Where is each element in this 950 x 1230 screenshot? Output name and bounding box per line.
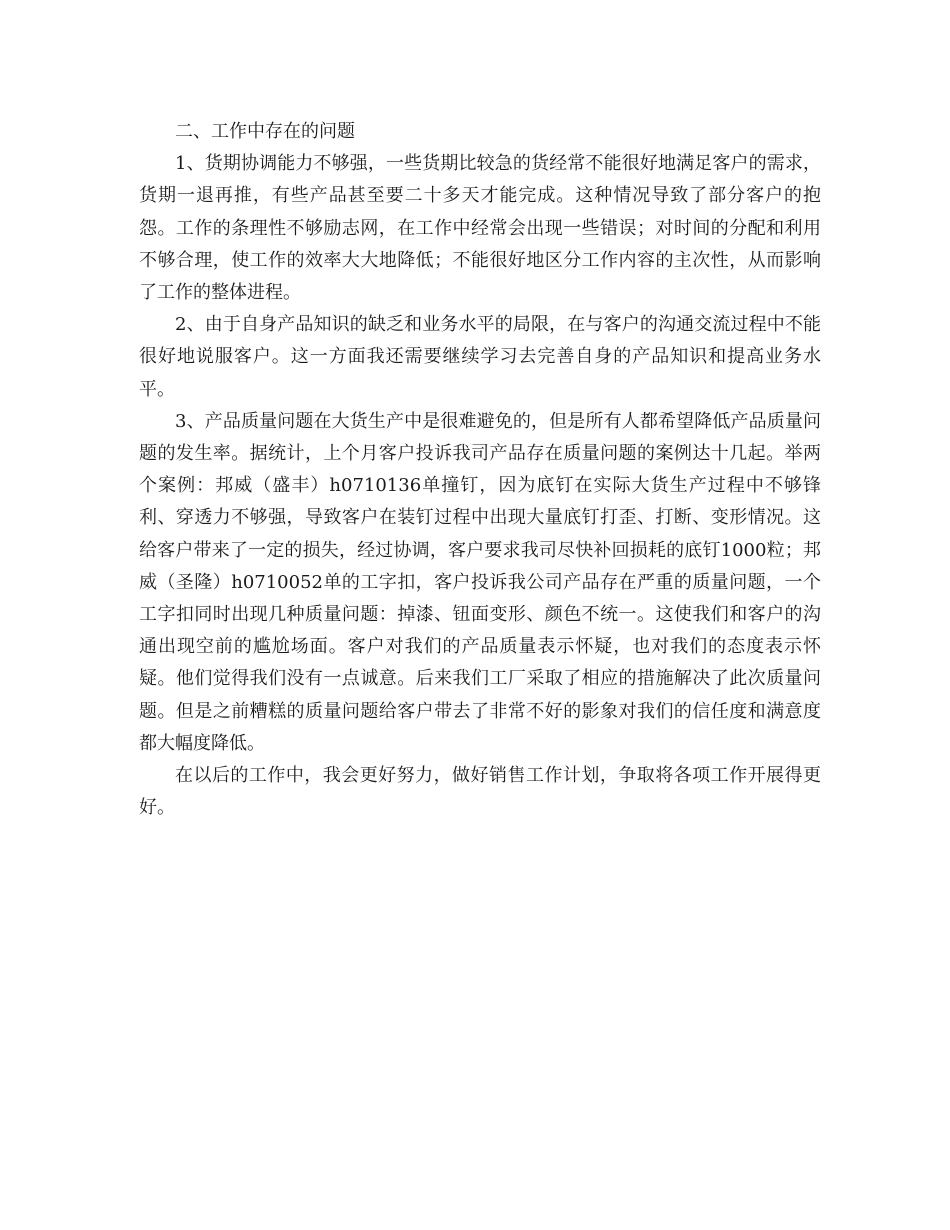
paragraph-conclusion: 在以后的工作中，我会更好努力，做好销售工作计划，争取将各项工作开展得更好。 [139,765,821,819]
document-page [139,116,821,824]
section-heading: 二、工作中存在的问题 [175,121,355,142]
paragraph-product-knowledge: 2、由于自身产品知识的缺乏和业务水平的局限，在与客户的沟通交流过程中不能很好地说服客户。这一方面我还需要继续学习去完善自身的产品知识和提高业务水平。 [139,314,821,400]
paragraph-delivery-coordination: 1、货期协调能力不够强，一些货期比较急的货经常不能很好地满足客户的需求，货期一退再推，有些产品甚至要二十多天才能完成。这种情况导致了部分客户的抱怨。工作的条理性不够励志网，在工作中经常会出现一些错误；对时间的分配和利用不够合理，使工作的效率大大地降低；不能很好地区分工作内容的主次性，从而影响了工作的整体进程。 [139,153,821,304]
paragraph-quality-issues: 3、产品质量问题在大货生产中是很难避免的，但是所有人都希望降低产品质量问题的发生率。据统计，上个月客户投诉我司产品存在质量问题的案例达十几起。举两个案例：邦威（盛丰）h0710136单撞钉，因为底钉在实际大货生产过程中不够锋利、穿透力不够强，导致客户在装钉过程中出现大量底钉打歪、打断、变形情况。这给客户带来了一定的损失，经过协调，客户要求我司尽快补回损耗的底钉1000粒；邦威（圣隆）h0710052单的工字扣，客户投诉我公司产品存在严重的质量问题，一个工字扣同时出现几种质量问题：掉漆、钮面变形、颜色不统一。这使我们和客户的沟通出现空前的尴尬场面。客户对我们的产品质量表示怀疑，也对我们的态度表示怀疑。他们觉得我们没有一点诚意。后来我们工厂采取了相应的措施解决了此次质量问题。但是之前糟糕的质量问题给客户带去了非常不好的影象对我们的信任度和满意度都大幅度降低。 [139,410,821,754]
